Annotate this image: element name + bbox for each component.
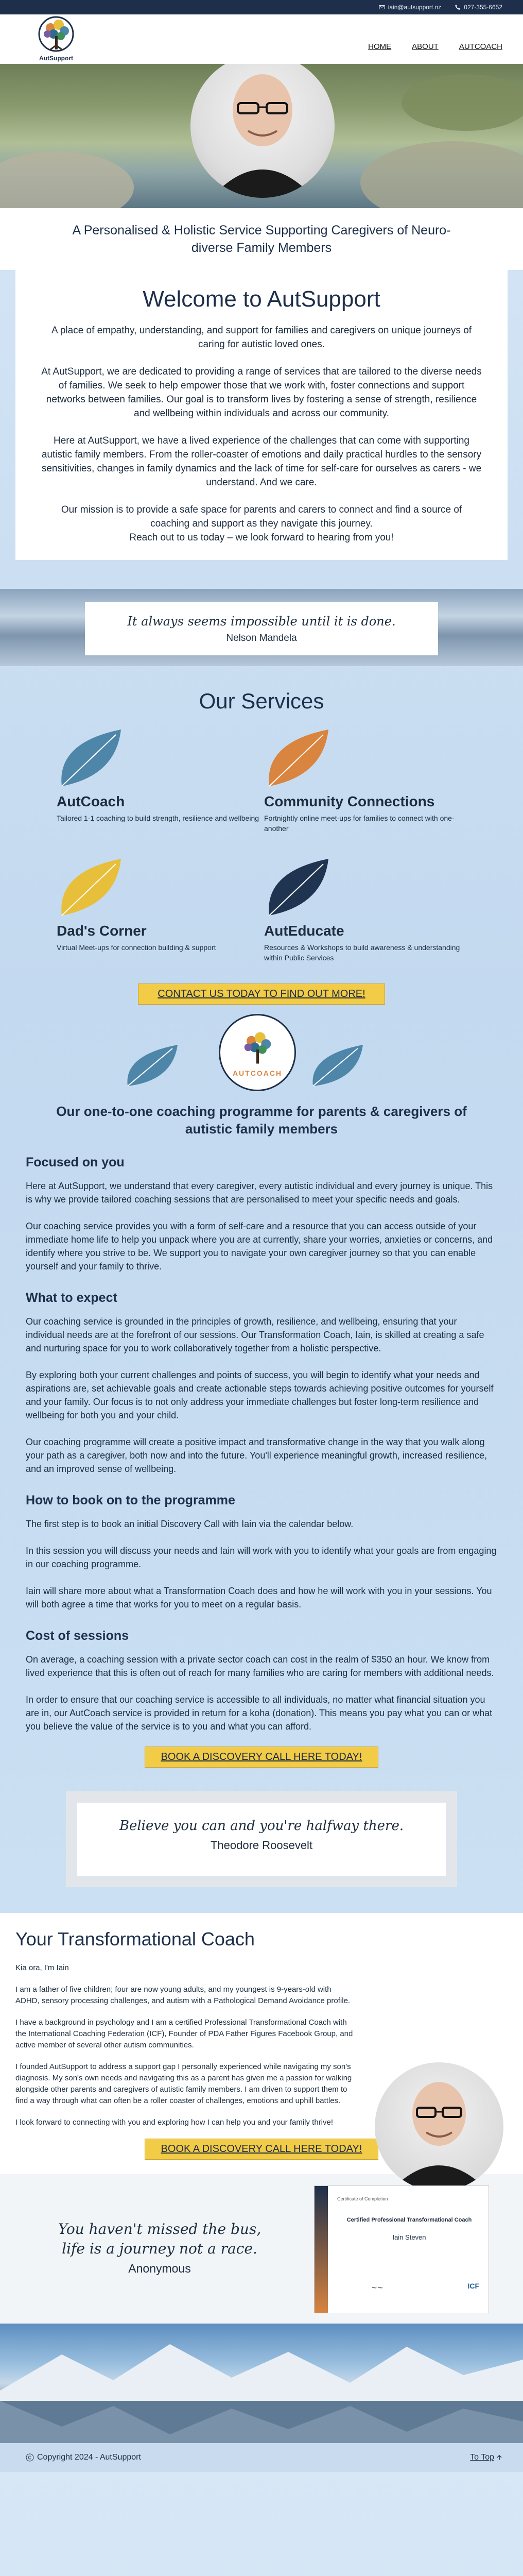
section-paragraph: The first step is to book an initial Discovery Call with Iain via the calendar below.	[26, 1519, 354, 1529]
phone-contact[interactable]	[455, 4, 502, 11]
book-discovery-call-button[interactable]: BOOK A DISCOVERY CALL HERE TODAY!	[145, 2139, 378, 2160]
quote-author: Theodore Roosevelt	[210, 1839, 313, 1852]
coach-paragraph: I am a father of five children; four are now young adults, and my youngest is 9-years-old with ADHD, sensory processing challenges, and autism with a Pathological Demand Avoidance profile.	[15, 1985, 351, 2005]
brand-name: AutSupport	[39, 55, 73, 62]
hero-tagline: A Personalised & Holistic Service Supporting Caregivers of Neuro-diverse Family Members	[0, 208, 523, 270]
certificate-header: Certificate of Completion	[337, 2196, 388, 2201]
phone-icon	[455, 4, 461, 10]
coach-title: Your Transformational Coach	[15, 1928, 255, 1950]
section-heading: How to book on to the programme	[26, 1493, 235, 1507]
welcome-paragraph: Here at AutSupport, we have a lived experience of the challenges that can come with supporting autistic family members. From the roller-coaster of emotions and daily practical hurdles to the sensory sensitivities, changes in family dynamics and the lack of time for self-care for ourselves as carers - we understand. And we care.	[41, 435, 482, 488]
coach-paragraph: Kia ora, I'm Iain	[15, 1963, 69, 1972]
coach-certificate-image: Certificate of Completion Certified Professional Transformational Coach Iain Steven ~~ ICF	[314, 2185, 489, 2313]
copyright	[26, 2453, 141, 2462]
main-menu	[368, 42, 502, 51]
main-header	[0, 14, 523, 64]
leaf-icon	[57, 727, 124, 789]
welcome-title: Welcome to AutSupport	[143, 286, 380, 312]
section-heading: What to expect	[26, 1291, 117, 1305]
mountain-lake-banner	[0, 2324, 523, 2443]
service-name: AutCoach	[57, 793, 125, 809]
section-paragraph: Our coaching service is grounded in the principles of growth, resilience, and wellbeing, ensuring that your individual needs are at the forefront of our sessions. Our Transformation Coach, Iain, is skilled at creating a safe and nurturing space for you to work collaboratively together from a holistic perspective.	[26, 1316, 484, 1353]
coach-paragraph: I look forward to connecting with you and exploring how I can help you and your family thrive!	[15, 2118, 334, 2127]
page-footer	[0, 2443, 523, 2472]
section-heading: Focused on you	[26, 1155, 125, 1170]
copyright-icon	[26, 2453, 34, 2462]
quote-box	[66, 1791, 457, 1887]
quote-line: life is a journey not a race.	[62, 2240, 257, 2257]
programme-title: Our one-to-one coaching programme for parents & caregivers of autistic family members	[56, 1104, 467, 1137]
leaf-icon	[264, 727, 331, 789]
section-paragraph: Here at AutSupport, we understand that every caregiver, every autistic individual and every journey is unique. This is why we provide tailored coaching sessions that are personalised to meet your specific needs and goals.	[26, 1181, 493, 1205]
service-description: Virtual Meet-ups for connection building & support	[57, 943, 216, 952]
certificate-title: Certified Professional Transformational Coach	[346, 2217, 472, 2223]
service-card-autcoach[interactable]	[57, 727, 264, 834]
quote-box	[85, 602, 438, 655]
programme-details	[0, 1155, 523, 1733]
tree-logo-icon	[236, 1028, 279, 1069]
service-name: Community Connections	[264, 793, 435, 809]
service-card-dads-corner[interactable]	[57, 856, 264, 963]
to-top-label: To Top	[470, 2453, 494, 2462]
coach-photo	[375, 2062, 503, 2191]
email-text[interactable]: iain@autsupport.nz	[388, 4, 442, 11]
leaf-icon	[309, 1042, 365, 1089]
menu-item-home[interactable]: HOME	[368, 42, 392, 51]
section-paragraph: In order to ensure that our coaching service is accessible to all individuals, no matter what financial situation you are in, our AutCoach service is provided in return for a koha (donation). This means you pay what you can or what you believe the value of the service is to you and what you can afford.	[26, 1694, 493, 1732]
services-section	[0, 689, 523, 1005]
service-description: Fortnightly online meet-ups for families to connect with one-another	[264, 814, 455, 833]
email-contact[interactable]	[379, 4, 442, 11]
copyright-text: Copyright 2024 - AutSupport	[37, 2453, 141, 2462]
coach-paragraph: I have a background in psychology and I am a certified Professional Transformational Coach with the International Coaching Federation (ICF), Founder of PDA Father Figures Facebook Group, and active member of several other autism communities.	[15, 2018, 353, 2049]
service-name: AutEducate	[264, 923, 344, 939]
service-name: Dad's Corner	[57, 923, 147, 939]
coach-portrait-photo	[190, 64, 335, 198]
phone-text[interactable]: 027-355-6652	[464, 4, 502, 11]
welcome-paragraph: Reach out to us today – we look forward to hearing from you!	[129, 532, 394, 543]
contact-us-button[interactable]: CONTACT US TODAY TO FIND OUT MORE!	[138, 984, 385, 1005]
certificate-issuer-logo: ICF	[467, 2282, 479, 2290]
leaf-icon	[264, 856, 331, 918]
quote-line: You haven't missed the bus,	[58, 2221, 262, 2238]
services-title: Our Services	[199, 689, 324, 713]
autcoach-badge	[219, 1014, 296, 1091]
tree-logo-icon	[36, 15, 76, 55]
welcome-paragraph: A place of empathy, understanding, and support for families and caregivers on unique journeys of caring for autistic loved ones.	[51, 325, 472, 350]
section-heading: Cost of sessions	[26, 1629, 129, 1643]
arrow-up-icon	[496, 2454, 502, 2461]
closing-quote	[0, 2174, 309, 2324]
section-paragraph: On average, a coaching session with a private sector coach can cost in the realm of $350 an hour. We know from lived experience that this is often out of reach for many families who are caring for members with additional needs.	[26, 1654, 494, 1678]
hero-banner	[0, 64, 523, 208]
section-paragraph: By exploring both your current challenges and points of success, you will begin to identify what your needs and aspirations are, set achievable goals and create actionable steps towards achieving positive outcomes for yourself and your family. Our focus is to not only address your immediate challenges but foster long-term resilience and wellbeing for both you and your child.	[26, 1370, 494, 1420]
menu-item-about[interactable]: ABOUT	[412, 42, 439, 51]
site-logo[interactable]	[30, 15, 82, 62]
service-card-auteducate[interactable]	[264, 856, 472, 963]
quote-author: Nelson Mandela	[226, 633, 297, 643]
service-description: Tailored 1-1 coaching to build strength, resilience and wellbeing	[57, 814, 259, 822]
closing-section	[0, 2174, 523, 2324]
service-card-community-connections[interactable]	[264, 727, 472, 834]
book-discovery-call-button[interactable]: BOOK A DISCOVERY CALL HERE TODAY!	[145, 1747, 378, 1768]
welcome-section	[15, 270, 508, 560]
welcome-paragraph: Our mission is to provide a safe space for parents and carers to connect and find a source of coaching and support as they navigate this journey.	[61, 504, 462, 529]
section-paragraph: Our coaching programme will create a positive impact and transformative change in the way that you walk along your path as a caregiver, both now and into the future. You'll experience meaningful growth, increased resilience, and an improved sense of wellbeing.	[26, 1437, 487, 1474]
leaf-icon	[124, 1042, 180, 1089]
menu-item-autcoach[interactable]: AUTCOACH	[459, 42, 502, 51]
autcoach-badge-text: AUTCOACH	[232, 1069, 283, 1077]
section-paragraph: Iain will share more about what a Transformation Coach does and how he will work with you in your sessions. You will both agree a time that works for you to meet on a regular basis.	[26, 1586, 492, 1609]
quote-text: It always seems impossible until it is done.	[127, 614, 396, 629]
section-paragraph: Our coaching service provides you with a form of self-care and a resource that you can access outside of your immediate home life to help you unpack where you are at currently, share your worries, anxieties or concerns, and identify where you strive to be. We support you to navigate your own caregiver journey so that you can enable yourself and your family to thrive.	[26, 1221, 493, 1272]
welcome-paragraph: At AutSupport, we are dedicated to providing a range of services that are tailored to the diverse needs of families. We seek to help empower those that we work with, foster connections and support networks between families. Our goal is to transform lives by fostering a sense of strength, resilience and wellbeing within individuals and across our community.	[41, 366, 482, 419]
coach-paragraph: I founded AutSupport to address a support gap I personally experienced while navigating my son's diagnosis. My son's own needs and navigating this as a parent has given me a passion for walking alongside other parents and caregivers of autistic family members. I am driven to support them to find a way through what can often be a roller coaster of challenges, emotions and uphill battles.	[15, 2062, 352, 2105]
autcoach-badge-row	[0, 1009, 523, 1096]
top-contact-bar	[0, 0, 523, 14]
leaf-icon	[57, 856, 124, 918]
email-icon	[379, 4, 385, 10]
section-paragraph: In this session you will discuss your needs and Iain will work with you to identify what your goals are from engaging in our coaching programme.	[26, 1546, 497, 1569]
quote-text: Believe you can and you're halfway there.	[119, 1818, 404, 1834]
quote-banner	[0, 589, 523, 666]
certificate-recipient: Iain Steven	[392, 2233, 426, 2241]
to-top-link[interactable]	[470, 2453, 502, 2462]
services-grid	[0, 727, 523, 963]
service-description: Resources & Workshops to build awareness & understanding within Public Services	[264, 943, 460, 962]
coach-section	[0, 1913, 523, 2174]
quote-author: Anonymous	[128, 2262, 191, 2275]
